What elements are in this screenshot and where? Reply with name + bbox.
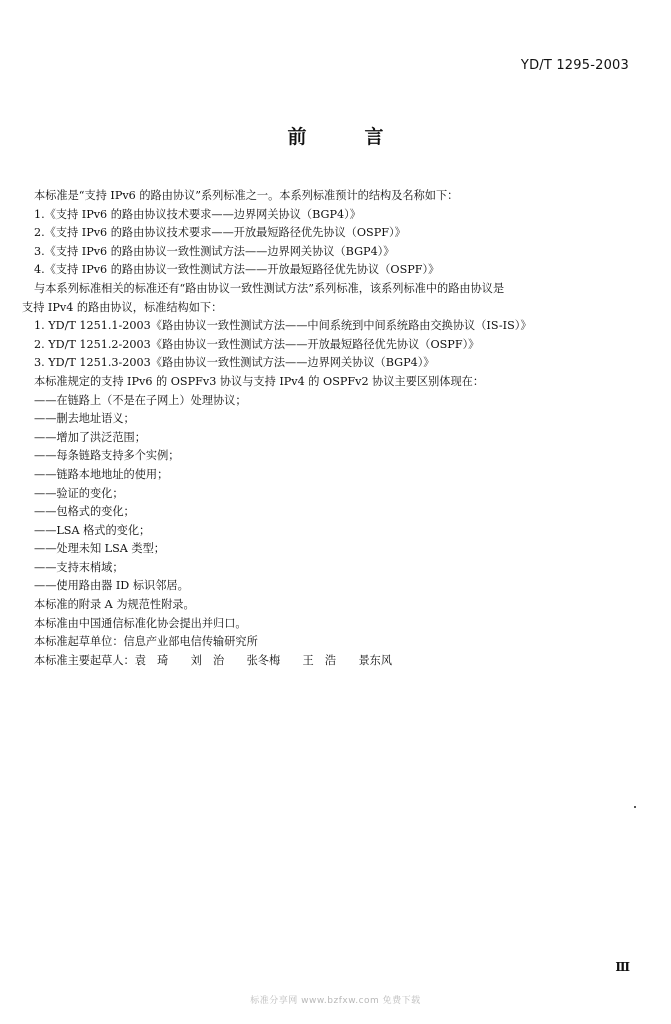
list-item: ——支持末梢域； [34,560,124,574]
paragraph: 支持 IPv4 的路由协议，标准结构如下： [22,300,223,314]
list-item: ——在链路上（不是在子网上）处理协议； [34,393,247,407]
paragraph: 本标准的附录 A 为规范性附录。 [34,598,195,612]
paragraph: 3. YD/T 1251.3-2003《路由协议一致性测试方法——边界网关协议（BGP4）》 [34,356,435,370]
paragraph: 1. YD/T 1251.1-2003《路由协议一致性测试方法——中间系统到中间系统路由交换协议（IS-IS）》 [34,319,532,333]
scan-speck [634,806,636,808]
list-item: ——删去地址语义； [34,412,135,426]
paragraph: 2. YD/T 1251.2-2003《路由协议一致性测试方法——开放最短路径优先协议（OSPF）》 [34,337,480,351]
paragraph: 本标准主要起草人：袁 琦 刘 治 张冬梅 王 浩 景东风 [34,653,393,667]
paragraph: 1.《支持 IPv6 的路由协议技术要求——边界网关协议（BGP4）》 [34,207,361,221]
list-item: ——每条链路支持多个实例； [34,449,180,463]
paragraph: 与本系列标准相关的标准还有“路由协议一致性测试方法”系列标准，该系列标准中的路由协议是 [34,281,505,295]
paragraph: 4.《支持 IPv6 的路由协议一致性测试方法——开放最短路径优先协议（OSPF）》 [34,263,440,277]
body-text [22,187,622,670]
list-item: ——包格式的变化； [34,505,135,519]
page-number: Ⅲ [615,960,629,974]
list-item: ——处理未知 LSA 类型； [34,542,165,556]
paragraph: 2.《支持 IPv6 的路由协议技术要求——开放最短路径优先协议（OSPF）》 [34,226,406,240]
list-item: ——使用路由器 ID 标识邻居。 [34,579,189,593]
list-item: ——链路本地地址的使用； [34,467,169,481]
watermark: 标准分享网 www.bzfxw.com 免费下载 [250,996,421,1006]
page-title: 前言 [287,126,442,148]
paragraph: 本标准是“支持 IPv6 的路由协议”系列标准之一。本系列标准预计的结构及名称如下： [34,189,459,202]
paragraph: 本标准规定的支持 IPv6 的 OSPFv3 协议与支持 IPv4 的 OSPFv2 协议主要区别体现在： [34,374,485,388]
list-item: ——LSA 格式的变化； [34,523,151,537]
standard-code: YD/T 1295-2003 [520,58,629,73]
paragraph: 3.《支持 IPv6 的路由协议一致性测试方法——边界网关协议（BGP4）》 [34,244,395,258]
paragraph: 本标准起草单位：信息产业部电信传输研究所 [34,635,258,649]
paragraph: 本标准由中国通信标准化协会提出并归口。 [34,616,247,630]
list-item: ——增加了洪泛范围； [34,430,146,444]
list-item: ——验证的变化； [34,486,124,500]
